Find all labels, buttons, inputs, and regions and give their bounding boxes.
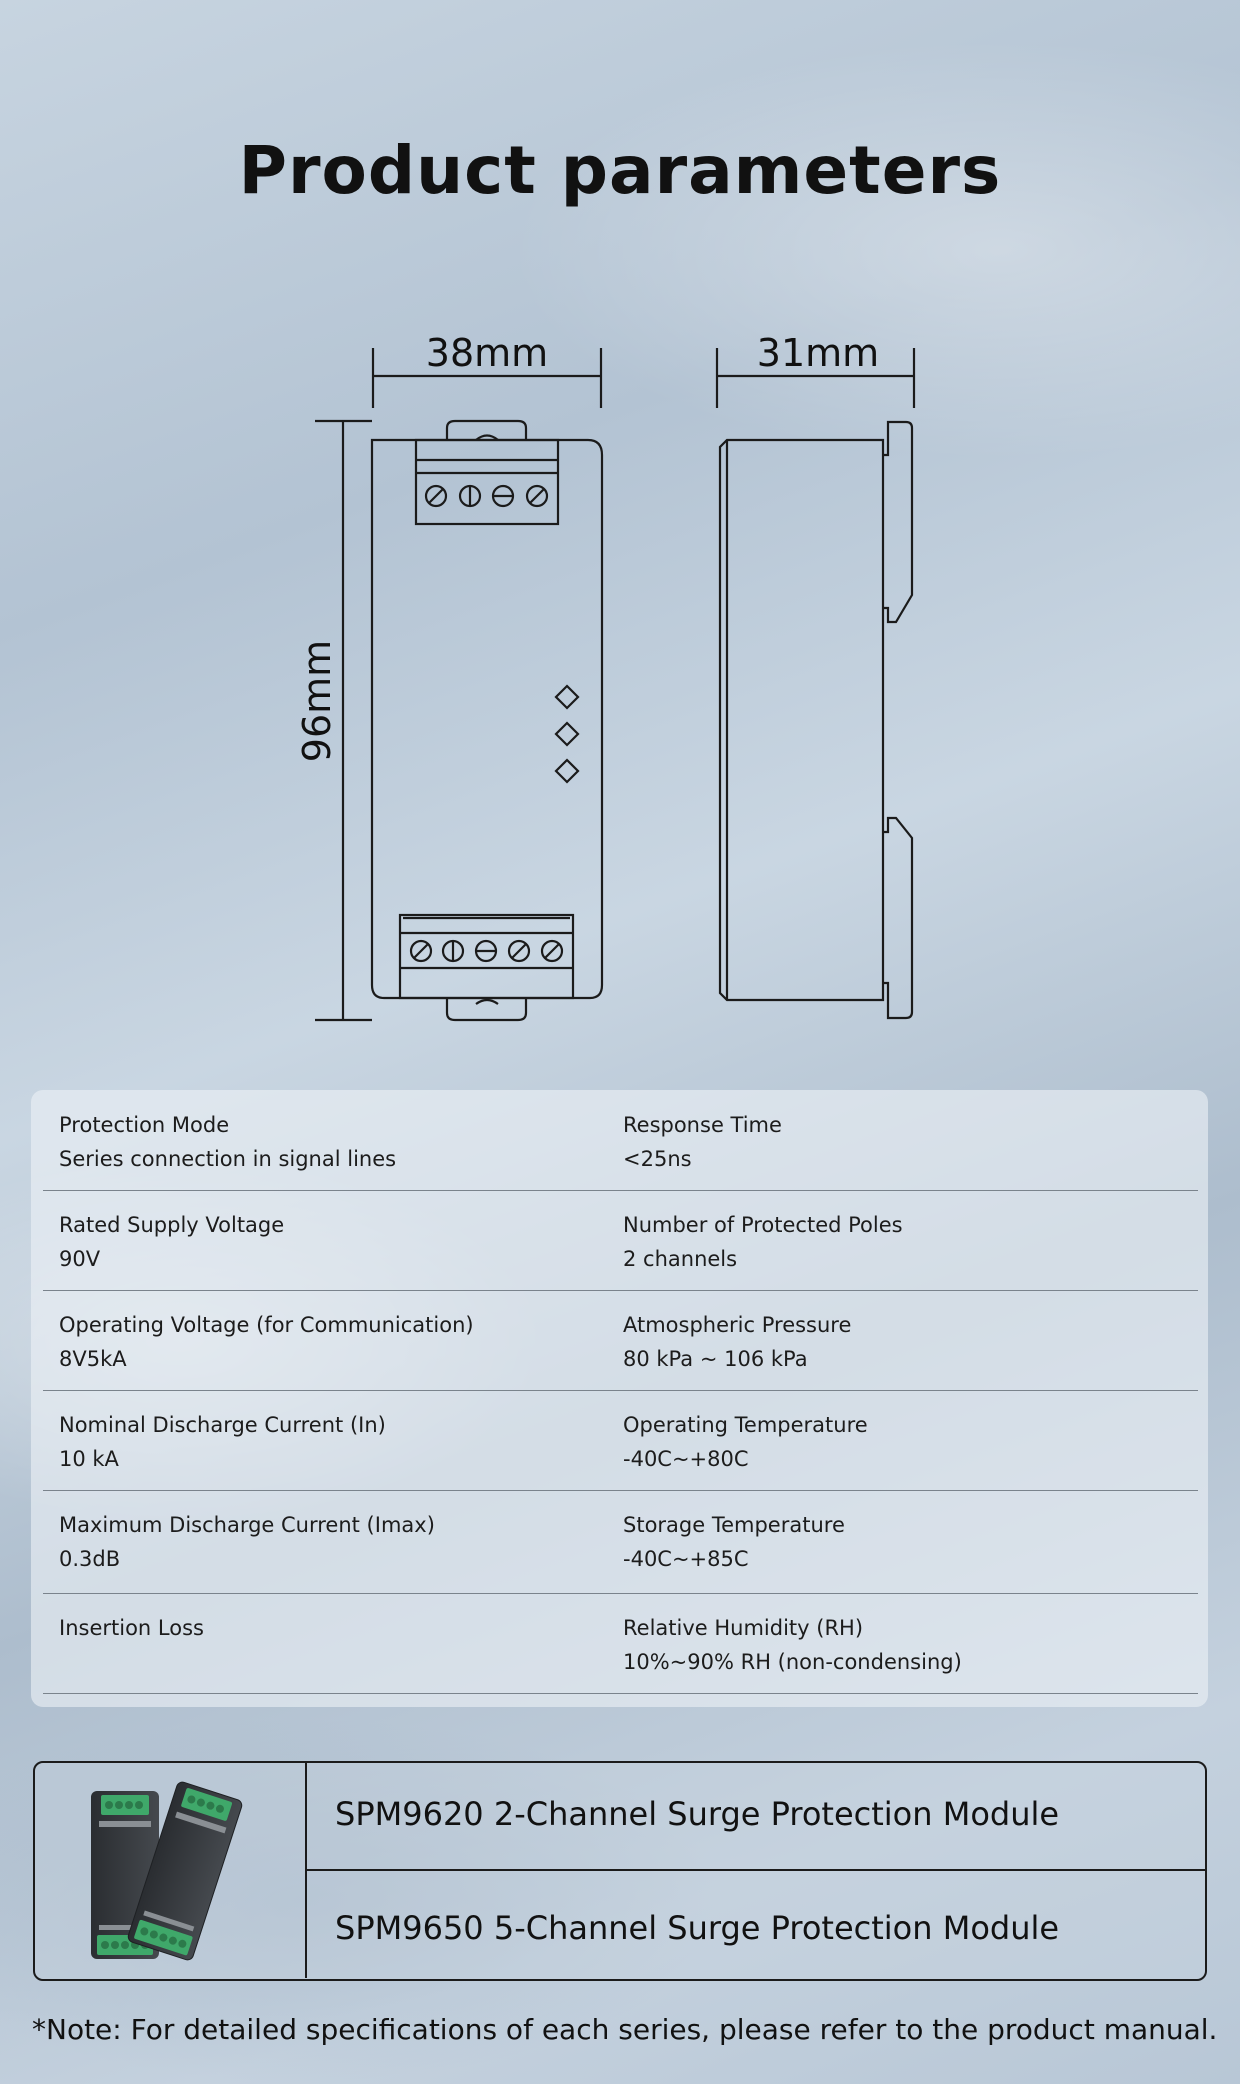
footnote: *Note: For detailed specifications of each series, please refer to the product manual. [32, 2013, 1218, 2046]
spec-cell [623, 1508, 845, 1576]
spec-value: 2 channels [623, 1247, 738, 1271]
spec-value: -40C~+85C [623, 1547, 749, 1571]
model-item: SPM9620 2-Channel Surge Protection Module [335, 1795, 1060, 1833]
spec-cell [59, 1408, 386, 1476]
depth-dimension-label: 31mm [756, 331, 880, 375]
spec-value: <25ns [623, 1147, 692, 1171]
spec-cell [59, 1108, 396, 1176]
spec-cell [59, 1208, 284, 1276]
spec-label: Maximum Discharge Current (Imax) [59, 1513, 435, 1537]
product-thumbnail [35, 1763, 307, 1978]
spec-cell [623, 1308, 851, 1376]
width-dimension-label: 38mm [425, 331, 549, 375]
spec-value: 10 kA [59, 1447, 119, 1471]
spec-label: Rated Supply Voltage [59, 1213, 285, 1237]
spec-cell [59, 1308, 474, 1376]
spec-label: Response Time [623, 1113, 782, 1137]
height-dimension-label: 96mm [295, 639, 339, 763]
spec-label: Nominal Discharge Current (In) [59, 1413, 386, 1437]
spec-cell [623, 1408, 868, 1476]
spec-label: Number of Protected Poles [623, 1213, 903, 1237]
spec-value: 8V5kA [59, 1347, 127, 1371]
spec-row [43, 1090, 1198, 1191]
spec-row [43, 1390, 1198, 1491]
spec-label: Storage Temperature [623, 1513, 845, 1537]
spec-row [43, 1290, 1198, 1391]
spec-row [43, 1190, 1198, 1291]
spec-value: 90V [59, 1247, 101, 1271]
spec-value: -40C~+80C [623, 1447, 749, 1471]
model-divider [305, 1869, 1205, 1871]
product-image-icon [35, 1763, 303, 1977]
spec-row [43, 1490, 1198, 1594]
spec-cell [59, 1611, 204, 1645]
spec-label: Operating Voltage (for Communication) [59, 1313, 474, 1337]
model-list [33, 1761, 1207, 1981]
spec-label: Relative Humidity (RH) [623, 1616, 864, 1640]
spec-cell [623, 1108, 782, 1176]
model-item: SPM9650 5-Channel Surge Protection Module [335, 1909, 1060, 1947]
spec-value: Series connection in signal lines [59, 1147, 397, 1171]
spec-row [43, 1593, 1198, 1694]
spec-label: Atmospheric Pressure [623, 1313, 852, 1337]
spec-label: Insertion Loss [59, 1616, 204, 1640]
spec-cell [623, 1208, 903, 1276]
spec-value: 10%~90% RH (non-condensing) [623, 1650, 962, 1674]
spec-cell [59, 1508, 435, 1576]
spec-label: Protection Mode [59, 1113, 230, 1137]
spec-table [31, 1090, 1208, 1707]
spec-value: 80 kPa ~ 106 kPa [623, 1347, 808, 1371]
spec-value: 0.3dB [59, 1547, 121, 1571]
spec-label: Operating Temperature [623, 1413, 868, 1437]
page-title: Product parameters [238, 132, 1002, 209]
spec-cell [623, 1611, 962, 1679]
